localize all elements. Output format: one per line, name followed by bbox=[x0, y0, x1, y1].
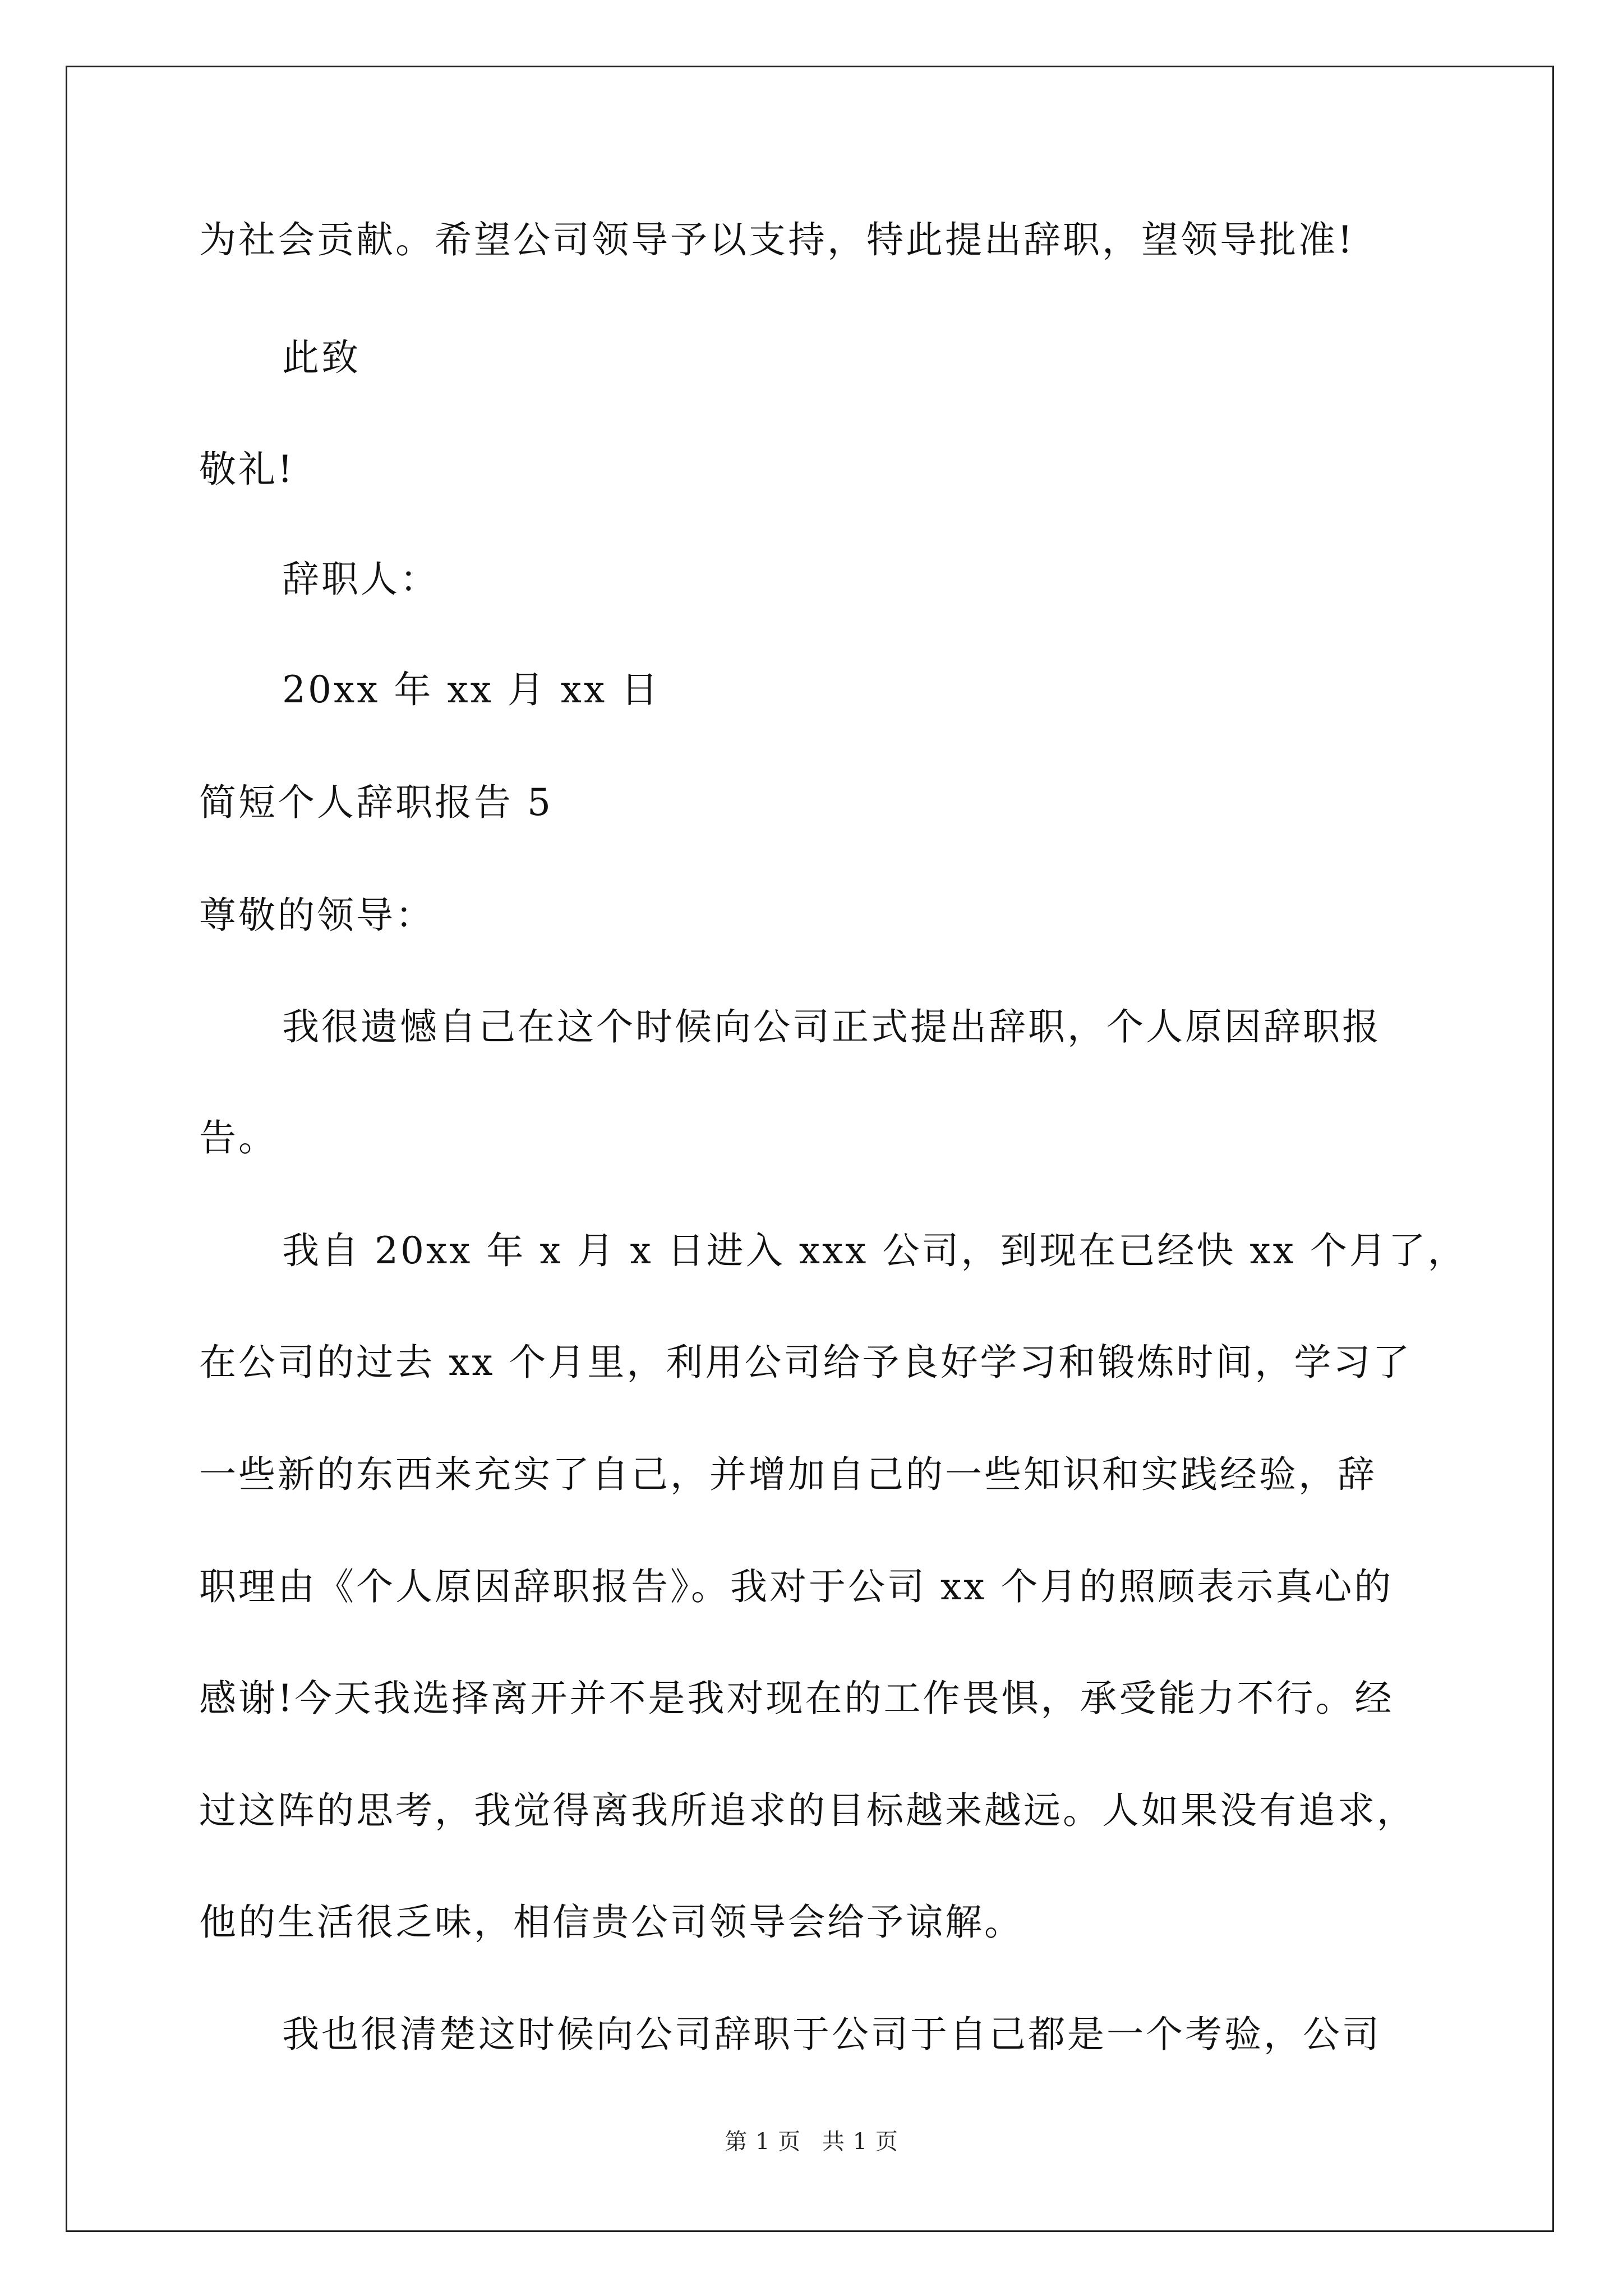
page-footer bbox=[0, 2125, 1623, 2159]
salutation-line: 此致 bbox=[282, 336, 361, 379]
section-title: 简短个人辞职报告 5 bbox=[199, 781, 553, 824]
salutation-line: 敬礼! bbox=[199, 448, 295, 491]
text-line: 他的生活很乏味，相信贵公司领导会给予谅解。 bbox=[199, 1901, 1023, 1944]
text-line: 过这阵的思考，我觉得离我所追求的目标越来越远。人如果没有追求， bbox=[199, 1789, 1416, 1832]
text-line: 一些新的东西来充实了自己，并增加自己的一些知识和实践经验，辞 bbox=[199, 1453, 1377, 1496]
page-number: 第 1 页 bbox=[725, 2129, 801, 2155]
signature-label: 辞职人： bbox=[282, 558, 439, 601]
text-line: 感谢!今天我选择离开并不是我对现在的工作畏惧，承受能力不行。经 bbox=[199, 1677, 1394, 1720]
text-line: 为社会贡献。希望公司领导予以支持，特此提出辞职，望领导批准! bbox=[199, 218, 1355, 261]
text-line: 告。 bbox=[199, 1116, 278, 1159]
date-line: 20xx 年 xx 月 xx 日 bbox=[282, 668, 661, 711]
page-total: 共 1 页 bbox=[822, 2129, 898, 2155]
text-line: 我自 20xx 年 x 月 x 日进入 xxx 公司，到现在已经快 xx 个月了， bbox=[282, 1229, 1467, 1272]
text-line: 我很遗憾自己在这个时候向公司正式提出辞职，个人原因辞职报 bbox=[282, 1005, 1381, 1048]
greeting-line: 尊敬的领导： bbox=[199, 894, 435, 937]
text-line: 我也很清楚这时候向公司辞职于公司于自己都是一个考验，公司 bbox=[282, 2013, 1381, 2056]
text-line: 在公司的过去 xx 个月里，利用公司给予良好学习和锻炼时间，学习了 bbox=[199, 1341, 1412, 1384]
text-line: 职理由《个人原因辞职报告》。我对于公司 xx 个月的照顾表示真心的 bbox=[199, 1565, 1394, 1608]
